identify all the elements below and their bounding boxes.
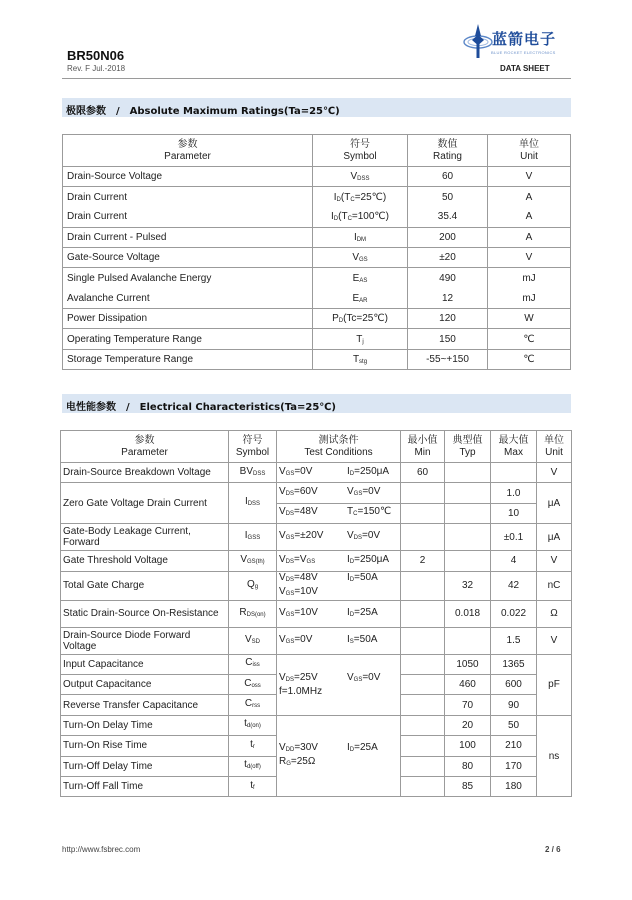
logo-chinese-name: 蓝箭电子 — [492, 30, 557, 48]
header-parameter: 参数 Parameter — [63, 135, 313, 167]
revision-label: Rev. F Jul.-2018 — [67, 64, 126, 73]
table-row: Drain-Source Diode Forward Voltage $V_{SD}$ $V_{GS}=0V$ $I_S=50A$ 1.5 V — [61, 627, 572, 654]
section-electrical-characteristics — [62, 394, 571, 413]
header-symbol: 符号 Symbol — [313, 135, 408, 167]
doc-type-label: DATA SHEET — [500, 64, 550, 73]
section-separator: / — [126, 402, 130, 413]
table-row: Turn-Off Fall Time $t_f$ 85 180 — [61, 776, 572, 796]
table-row: Static Drain-Source On-Resistance $R_{DS(on)}$ $V_{GS}=10V$ $I_D=25A$ 0.018 0.022 Ω — [61, 600, 572, 627]
section-title-en: Absolute Maximum Ratings(Ta=25℃) — [129, 106, 340, 117]
footer-page-number: 2 / 6 — [545, 845, 561, 854]
table-row: $V_{DS}=48V$ $T_C=150℃$ 10 — [61, 503, 572, 523]
table-row: Storage Temperature Range $T_{stg}$ -55~+150 ℃ — [63, 349, 571, 369]
table-row: Drain-Source Voltage $V_{DSS}$ 60 V — [63, 167, 571, 187]
table-row: Gate-Body Leakage Current, Forward $I_{GSS}$ $V_{GS}=\pm 20V$ $V_{DS}=0V$ ±0.1 μA — [61, 524, 572, 551]
header-unit: 单位 Unit — [488, 135, 571, 167]
table-row: Drain Current - Pulsed $I_{DM}$ 200 A — [63, 227, 571, 247]
header-rating: 数值 Rating — [408, 135, 488, 167]
section-title-en: Electrical Characteristics(Ta=25℃) — [139, 402, 336, 413]
table-row: Power Dissipation $P_D(Tc=25℃)$ 120 W — [63, 309, 571, 329]
section-absolute-max-ratings — [62, 98, 571, 117]
table-row: Drain Current $I_D(T_C=25℃)$ 50 A — [63, 187, 571, 207]
table-row: Input Capacitance $C_{iss}$ $V_{DS}=25V$ f=1.0MHz $V_{GS}=0V$ 1050 1365 pF — [61, 654, 572, 674]
electrical-characteristics-table — [60, 430, 572, 797]
table-header-row — [63, 135, 571, 167]
absolute-max-ratings-table — [62, 134, 571, 370]
footer-url-link[interactable]: http://www.fsbrec.com — [62, 845, 141, 854]
section-title-cn: 电性能参数 — [66, 402, 116, 413]
table-row: Gate Threshold Voltage $V_{GS(th)}$ $V_{DS}=V_{GS}$ $I_D=250\mu A$ 2 4 V — [61, 551, 572, 571]
table-header-row: 参数 Parameter 符号 Symbol 测试条件 Test Conditions 最小值 Min 典型值 Typ 最大值 Max 单位 Unit — [61, 431, 572, 463]
table-row: Output Capacitance $C_{oss}$ 460 600 — [61, 674, 572, 694]
table-row: Reverse Transfer Capacitance $C_{rss}$ 70 90 — [61, 695, 572, 715]
part-number: BR50N06 — [67, 48, 125, 63]
logo-english-name: BLUE ROCKET ELECTRONICS — [491, 50, 556, 55]
table-row: Zero Gate Voltage Drain Current $I_{DSS}$ $V_{DS}=60V$ $V_{GS}=0V$ 1.0 μA — [61, 483, 572, 503]
table-row: Drain Current $I_D(T_C=100℃)$ 35.4 A — [63, 207, 571, 227]
section-separator: / — [116, 106, 120, 117]
table-row: Turn-On Delay Time $t_{d(on)}$ $V_{DD}=30V$ $R_G=25\Omega$ $I_D=25A$ 20 50 ns — [61, 715, 572, 735]
table-row: Turn-Off Delay Time $t_{d(off)}$ 80 170 — [61, 756, 572, 776]
table-row: Gate-Source Voltage $V_{GS}$ ±20 V — [63, 248, 571, 268]
table-row: Single Pulsed Avalanche Energy $E_{AS}$ 490 mJ — [63, 268, 571, 288]
table-row: Turn-On Rise Time $t_r$ 100 210 — [61, 736, 572, 756]
table-row: Drain-Source Breakdown Voltage $BV_{DSS}$ $V_{GS}=0V$ $I_D=250\mu A$ 60 V — [61, 463, 572, 483]
header-divider — [62, 78, 571, 79]
table-row: Operating Temperature Range $T_j$ 150 ℃ — [63, 329, 571, 349]
table-row: Total Gate Charge $Q_g$ $V_{DS}=48V$ $V_{GS}=10V$ $I_D=50A$ 32 42 nC — [61, 571, 572, 600]
table-row: Avalanche Current $E_{AR}$ 12 mJ — [63, 288, 571, 308]
section-title-cn: 极限参数 — [66, 106, 106, 117]
